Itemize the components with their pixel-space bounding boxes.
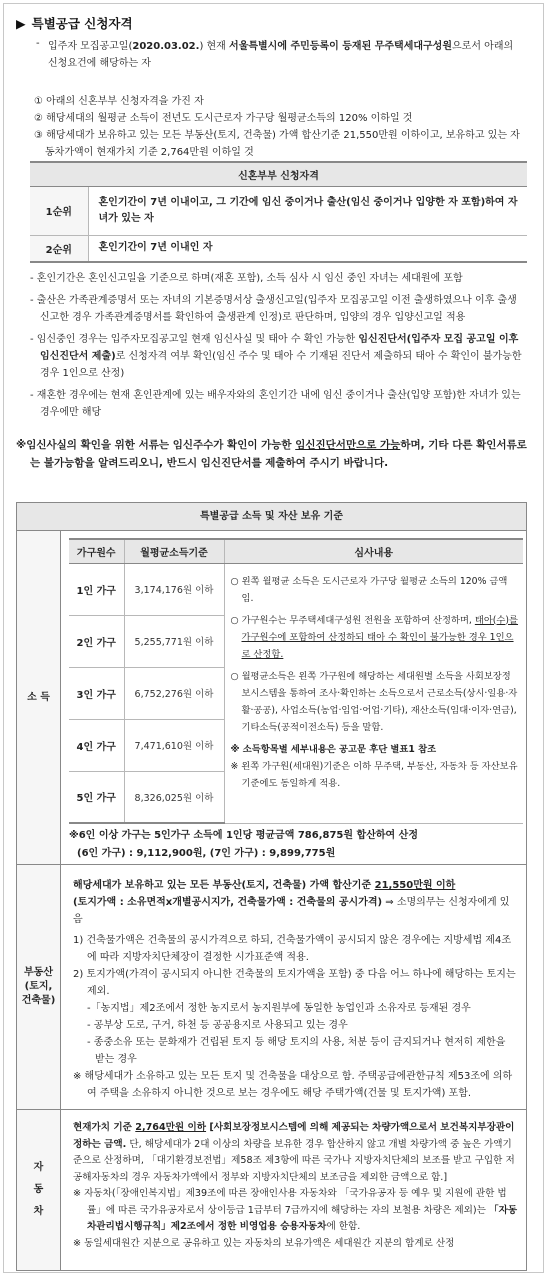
col-income: 월평균소득기준 — [124, 539, 224, 563]
note-item: - 재혼한 경우에는 현재 혼인관계에 있는 배우자와의 혼인기간 내에 임신 중이거나 출산(입양 포함)한 자녀가 있는 경우에만 해당 — [30, 390, 521, 418]
income-cell: 7,471,610원 이하 — [124, 719, 224, 771]
real-estate-label: 부동산 (토지, 건축물) — [17, 865, 61, 1109]
real-estate-body — [61, 865, 526, 1110]
income-note: ※6인 이상 가구는 5인가구 소득에 1인당 평균금액 786,875원 합산하여 산정 (6인 가구) : 9,112,900원, (7인 가구) : 9,899,775원 — [69, 830, 418, 859]
real-estate-item: 1) 건축물가액은 건축물의 공시가격으로 하되, 건축물가액이 공시되지 않은 경우에는 지방세법 제4조에 따라 지방자치단체장이 결정한 시가표준액 적용. — [73, 935, 511, 963]
income-table — [69, 538, 523, 824]
car-headline: 현재가치 기준 2,764만원 이하 [사회보장정보시스템에 의해 제공되는 차량가액으로서 보건복지부장관이 정하는 금액. 단, 해당세대가 2대 이상의 차량을 보유한 경우 합산하지 않고 개별 차량가액 중 높은 가액기준으로 산정하며, 「대기환경보전법」제58조 제3항에 따른 국가나 지방자치단체의 보조를 받고 구입한 저공해자동차의 경우 자동차가액에서 정부와 지방자치단체의 보조금을 제외한 금액으로 함.] — [73, 1122, 515, 1183]
car-label: 자 동 차 — [17, 1110, 61, 1270]
conditions-list — [34, 93, 529, 161]
newlywed-table-header: 신혼부부 신청자격 — [30, 162, 527, 186]
intro-text: 입주자 모집공고일(2020.03.02.) 현재 서울특별시에 주민등록이 등재된 무주택세대구성원으로서 아래의 신청요건에 해당하는 자 — [48, 41, 514, 69]
car-item: ※ 자동차(「장애인복지법」제39조에 따른 장애인사용 자동차와 「국가유공자 등 예우 및 지원에 관한 법률」에 따른 국가유공자로서 상이등급 1급부터 7급까지에 해당하는 자의 보철용 차량은 제외)는 「자동차관리법시행규칙」제2조에서 정한 비영업용 승용자동차에 한함. — [73, 1188, 518, 1232]
review-item: ※ 왼쪽 가구원(세대원)기준은 이하 무주택, 부동산, 자동차 등 자산보유기준에도 동일하게 적용. — [230, 760, 518, 789]
triangle-bullet-icon: ▶ — [16, 16, 26, 31]
table-row — [30, 235, 527, 262]
income-cell: 5,255,771원 이하 — [124, 615, 224, 667]
income-cell: 8,326,025원 이하 — [124, 771, 224, 823]
real-estate-subitem: - 종중소유 또는 문화재가 건립된 토지 등 해당 토지의 사용, 처분 등이 금지되거나 현저히 제한을 받는 경우 — [87, 1037, 506, 1065]
condition-item: ③ 해당세대가 보유하고 있는 모든 부동산(토지, 건축물) 가액 합산기준 21,550만원 이하이고, 보유하고 있는 자동차가액이 현재가치 기준 2,764만원 이하일 것 — [34, 130, 520, 158]
col-review: 심사내용 — [224, 539, 523, 563]
review-item: ○ 월평균소득은 왼쪽 가구원에 해당하는 세대원별 소득을 사회보장정보시스템을 통하여 조사·확인하는 소득으로서 근로소득(상시·일용·자활·공공), 사업소득(농업·임업·어업·기타), 재산소득(임대·이자·연금), 기타소득(공적이전소득) 등을 말함. — [230, 670, 518, 733]
rank-cell: 2순위 — [30, 235, 88, 262]
table-row — [30, 186, 527, 235]
review-item: ○ 가구원수는 무주택세대구성원 전원을 포함하여 산정하며, 태아(수)를 가구원수에 포함하여 산정하되 태아 수 확인이 불가능한 경우 1인으로 산정함. — [230, 614, 519, 660]
newlywed-table — [30, 161, 527, 263]
rank-desc: 혼인기간이 7년 이내인 자 — [88, 235, 527, 262]
note-item: - 혼인기간은 혼인신고일을 기준으로 하며(재혼 포함), 소득 심사 시 임신 중인 자녀는 세대원에 포함 — [30, 273, 463, 284]
real-estate-section — [17, 865, 526, 1110]
review-item: ○ 왼쪽 월평균 소득은 도시근로자 가구당 월평균 소득의 120% 금액임. — [230, 575, 508, 604]
real-estate-item: ※ 해당세대가 소유하고 있는 모든 토지 및 건축물을 대상으로 함. 주택공급에관한규칙 제53조에 의하여 주택을 소유하지 아니한 것으로 보는 경우에도 해당 주택가액(건물 및 토지가액) 포함. — [73, 1071, 513, 1099]
real-estate-subitem: - 공부상 도로, 구거, 하천 등 공공용지로 사용되고 있는 경우 — [87, 1020, 348, 1031]
household-cell: 5인 가구 — [69, 771, 124, 823]
income-cell: 6,752,276원 이하 — [124, 667, 224, 719]
condition-item: ① 아래의 신혼부부 신청자격을 가진 자 — [34, 96, 204, 107]
household-cell: 2인 가구 — [69, 615, 124, 667]
col-household: 가구원수 — [69, 539, 124, 563]
income-cell: 3,174,176원 이하 — [124, 563, 224, 615]
income-label: 소 득 — [17, 531, 61, 864]
car-item: ※ 동일세대원간 지분으로 공유하고 있는 자동차의 보유가액은 세대원간 지분의 합계로 산정 — [73, 1237, 455, 1249]
condition-item: ② 해당세대의 월평균 소득이 전년도 도시근로자 가구당 월평균소득의 120% 이하일 것 — [34, 113, 413, 124]
review-cell — [224, 563, 523, 823]
notes-list — [30, 270, 522, 426]
rank-desc: 혼인기간이 7년 이내이고, 그 기간에 임신 중이거나 출산(임신 중이거나 입양한 자 포함)하여 자녀가 있는 자 — [88, 186, 527, 235]
household-cell: 3인 가구 — [69, 667, 124, 719]
note-item: - 출산은 가족관계증명서 또는 자녀의 기본증명서상 출생신고일(입주자 모집공고일 이전 출생하였으나 이후 출생신고한 경우 가족관계증명서를 확인하여 출생관계 인정)로 판단하며, 입양의 경우 입양신고일 적용 — [30, 295, 517, 323]
real-estate-subitem: -「농지법」제2조에서 정한 농지로서 농지원부에 동일한 농업인과 소유자로 등재된 경우 — [87, 1003, 471, 1014]
household-cell: 4인 가구 — [69, 719, 124, 771]
criteria-table-header: 특별공급 소득 및 자산 보유 기준 — [17, 503, 526, 531]
criteria-table — [16, 502, 527, 1271]
real-estate-item: 2) 토지가액(가격이 공시되지 아니한 건축물의 토지가액을 포함) 중 다음 어느 하나에 해당하는 토지는 제외. — [73, 969, 516, 997]
car-section — [17, 1110, 526, 1270]
warning-notice: ※임신사실의 확인을 위한 서류는 임신주수가 확인이 가능한 임신진단서만으로 가능하며, 기타 다른 확인서류로는 불가능함을 알려드리오니, 반드시 임신진단서를 제출하여 주시기 바랍니다. — [16, 439, 527, 469]
rank-cell: 1순위 — [30, 186, 88, 235]
section-title: ▶ 특별공급 신청자격 — [16, 16, 133, 31]
real-estate-headline: 해당세대가 보유하고 있는 모든 부동산(토지, 건축물) 가액 합산기준 21,550만원 이하 — [73, 880, 456, 891]
car-body — [61, 1110, 526, 1260]
household-cell: 1인 가구 — [69, 563, 124, 615]
real-estate-sub: (토지가액 : 소유면적x개별공시지가, 건축물가액 : 건축물의 공시가격) ⇒ 소명의무는 신청자에게 있음 — [73, 897, 510, 925]
income-section — [17, 531, 526, 865]
intro-dash: - — [36, 38, 40, 49]
note-item: - 임신중인 경우는 입주자모집공고일 현재 임신사실 및 태아 수 확인 가능한 임신진단서(입주자 모집 공고일 이후 임신진단서 제출)로 신청자격 여부 확인(임신 주수 및 태아 수 기재된 진단서 제출하되 태아 수 확인이 불가능한 경우 1인으로 산정) — [30, 334, 522, 379]
review-item: ※ 소득항목별 세부내용은 공고문 후단 별표1 참조 — [230, 743, 437, 755]
table-row — [69, 563, 523, 615]
